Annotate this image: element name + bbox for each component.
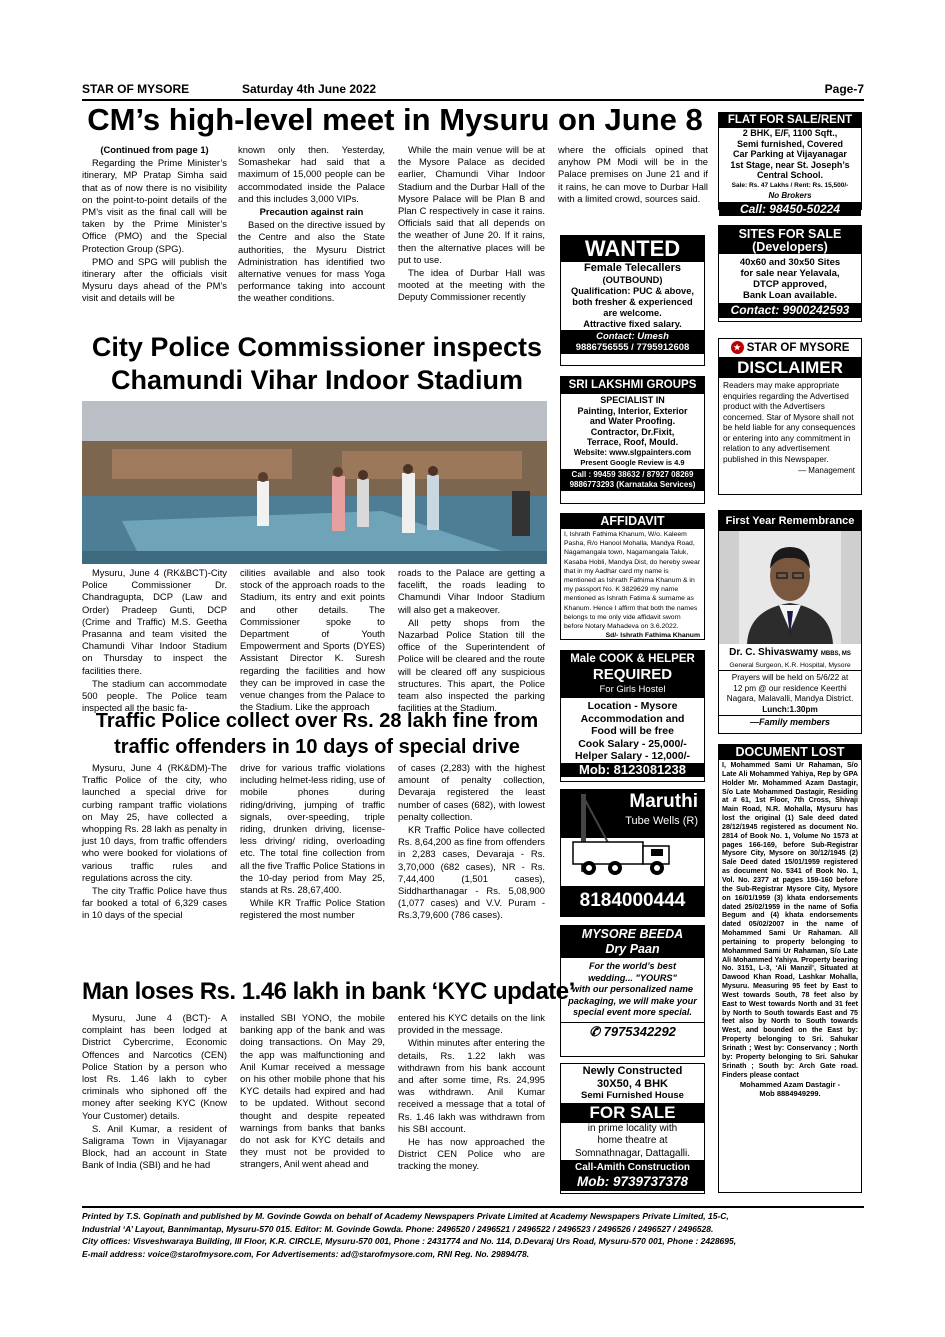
story2-headline-line1: City Police Commissioner inspects: [91, 332, 543, 362]
ad-mysore-beeda: MYSORE BEEDA Dry Paan For the world’s best wedding... "YOURS" with our personalized name packaging, we will make your special event more special. ✆ 7975342292: [560, 925, 705, 1057]
story2-col2: cilities available and also took stock of the approach roads to the Stadium, its entry and exit points and other details. The Commissioner spoke to Department of Youth Empowerment and Sports (DYES) Assistant Director K. Suresh regarding the facilities and how they can be improved in case the venue changes from the Palace to the Stadium. Like the approach: [240, 567, 385, 713]
story1-col1: (Continued from page 1) Regarding the Prime Minister’s itinerary, MP Pratap Simha said that as of now there is no visibility on the point-to-point details of the PM’s visit as the final call will be taken by the Prime Minister’s Office (PMO) and the Special Protection Group (SPG). PMO and SPG will publish the itinerary after the officials visit Mysuru days ahead of the PM’s visit and details will be: [82, 144, 227, 304]
story3-headline-line1: Traffic Police collect over Rs. 28 lakh fine from: [95, 710, 539, 732]
story3-col1: Mysuru, June 4 (RK&DM)-The Traffic Police of the city, who launched a special drive for curbing rampant traffic violations on May 25, have collected a whopping Rs. 28 lakh as penalty in just 10 days, from traffic offenders who were booked for violations of various traffic rules and regulations across the city. The city Traffic Police have thus far booked a total of 6,329 cases in 10 days of the special: [82, 762, 227, 921]
story4-col3: entered his KYC details on the link provided in the message. Within minutes after entering the details, Rs. 1.22 lakh was withdrawn from his bank account and after some time, Rs. 24,995 was withdrawn. Anil Kumar received a message that a total of Rs. 1.46 lakh was withdrawn from his SBI account. He has now approached the District CEN Police who are tracking the money.: [398, 1012, 545, 1172]
ad-wanted-telecallers: WANTED Female Telecallers (OUTBOUND) Qualification: PUC & above, both fresher & experienced are welcome. Attractive fixed salary. Contact: Umesh 9886756555 / 7795912608: [560, 235, 705, 366]
stadium-photo: [82, 401, 547, 564]
story4-col1: Mysuru, June 4 (BCT)- A complaint has been lodged at District Cybercrime, Economic Offences and Narcotics (CEN) Police Station by a person who lost Rs. 1.46 lakh to cyber criminals who siphoned off the money after seeking KYC (Know Your Customer) details. S. Anil Kumar, a resident of Saligrama Town in Vijayanagar Block, had an account in State Bank of India (SBI) and he had: [82, 1012, 227, 1171]
ad-affidavit: AFFIDAVIT I, Ishrath Fathima Khanum, W/o. Kaleem Pasha, R/o Hanool Mohalla, Mandya Road, Nagamangala town, Nagamangala Taluk, Kasaba Hobli, Mandya Dist, do hereby swear that in my Aadhar card my name is mentioned as Ishrath Fathima Khanum & in my passport No. K 3829629 my name mentioned as Ishrath Fatima & surname as Khanum. Hence I affirm that both the names belongs to me only vide affidavit sworn before Notary Mahadeva on 3.6.2022. Sd/- Ishrath Fathima Khanum: [560, 513, 705, 640]
story3-headline-line2: traffic offenders in 10 days of special drive: [114, 736, 520, 758]
portrait-photo: [719, 531, 861, 644]
story2-headline-line2: Chamundi Vihar Indoor Stadium: [110, 365, 524, 395]
story2-col3: roads to the Palace are getting a facelift, the roads leading to Chamundi Vihar Indoor Stadium will also get a makeover. All petty shops from the Nazarbad Police Station till the office of the Superintendent of Police will be cleared and the route will be cleared off any suspicious structures. This apart, the Police team also inspected the parking facilities at the Stadium.: [398, 567, 545, 714]
ad-house-for-sale: Newly Constructed 30X50, 4 BHK Semi Furnished House FOR SALE in prime locality with home theatre at Somnathnagar, Dattagalli. Call-Amith Construction Mob: 9739737378: [560, 1063, 705, 1194]
ad-disclaimer: ★ STAR OF MYSORE DISCLAIMER Readers may make appropriate enquiries regarding the Advertised product with the Advertisers concerned. Star of Mysore shall not be held liable for any consequences or entering into any commitment in relation to any advertisement published in this Newspaper. — Management: [718, 338, 862, 495]
masthead-rule: [82, 99, 864, 101]
phone-icon: ✆: [589, 1023, 600, 1039]
paper-name: STAR OF MYSORE: [82, 82, 190, 96]
story1-col2: known only then. Yesterday, Somashekar had said that a maximum of 15,000 people can be accommodated inside the Palace and this includes 3,000 VIPs. Precaution against rain Based on the directive issued by the Centre and also the State authorities, the Mysuru District Administration has identified two alternative venues for mass Yoga performance taking into account the weather conditions.: [238, 144, 385, 304]
footer-rule: [82, 1206, 864, 1208]
story1-col4: where the officials opined that anyhow PM Modi will be in the Palace premises on June 21 and if it rains, he can move to Durbar Hall with a limited crowd, sources said.: [558, 144, 708, 204]
ad-cook-helper-required: Male COOK & HELPER REQUIRED For Girls Hostel Location - Mysore Accommodation and Food will be free Cook Salary - 25,000/- Helper Salary - 12,000/- Mob: 8123081238: [560, 650, 705, 782]
issue-date: Saturday 4th June 2022: [242, 82, 377, 96]
story1-col3: While the main venue will be at the Mysore Palace as decided earlier, Chamundi Vihar Indoor Stadium and the Durbar Hall of the Mysore Palace will be Plan B and Plan C respectively in case it rains. Officials said that all depends on the weather of June 20. If it rains, then the alternative places will be put to use. The idea of Durbar Hall was mooted at the meeting with the Deputy Commissioner recently: [398, 144, 545, 303]
ad-first-year-remembrance: First Year Remembrance Dr. C. Shivaswamy MBBS, MS General Surgeon, K.R. Hospital, Mysore Prayers will be held on 5/6/22 at 12 pm @ our residence Keerthi Nagara, Malavalli, Mandya District. Lunch:1.30pm —Family members: [718, 510, 862, 734]
story4-headline: Man loses Rs. 1.46 lakh in bank ‘KYC update’: [82, 978, 575, 1005]
story3-col3: of cases (2,283) with the highest amount of penalty collection, Devaraja registered the least number of cases (682), with lowest penalty collection. KR Traffic Police have collected Rs. 8,64,200 as fine from offenders in 2,283 cases, Devaraja - Rs. 3,70,000 (682 cases), NR - Rs. 7,44,400 (1,501 cases), Siddharthanagar - Rs. 5,08,900 (1,077 cases) and V.V. Puram - Rs.3,79,600 (786 cases).: [398, 762, 545, 921]
ad-sites-for-sale: SITES FOR SALE (Developers) 40x60 and 30x50 Sites for sale near Yelavala, DTCP approved, Bank Loan available. Contact: 9900242593: [718, 225, 862, 322]
story2-col1: Mysuru, June 4 (RK&BCT)-City Police Commissioner Dr. Chandragupta, DCP (Law and Order) Pradeep Gunti, DCP (Crime and Traffic) M.S. Geetha Prasanna and team visited the Chamundi Vihar Indoor Stadium on Thursday to inspect the facilities there. The stadium can accommodate 500 people. The Police team inspected all the basic fa-: [82, 567, 227, 714]
ad-flat-for-sale: FLAT FOR SALE/RENT 2 BHK, E/F, 1100 Sqft., Semi furnished, Covered Car Parking at Vijayanagar 1st Stage, near St. Joseph’s Central School. Sale: Rs. 47 Lakhs / Rent: Rs. 15,500/- No Brokers Call: 98450-50224: [718, 112, 862, 210]
page-number: Page-7: [824, 82, 864, 96]
star-logo-icon: ★: [731, 341, 744, 354]
ad-maruthi-tube-wells: Maruthi Tube Wells (R) 8184000444: [560, 789, 705, 917]
masthead: [82, 82, 864, 98]
story4-col2: installed SBI YONO, the mobile banking app of the bank and was doing transactions. On May 29, the app was malfunctioning and Anil Kumar received a message on his other mobile phone that his KYC details had expired and had to be updated. Without second thought and despite repeated warnings from banks that banks do not ask for KYC details and they must not be provided to strangers, Anil went ahead and: [240, 1012, 385, 1170]
ad-document-lost: DOCUMENT LOST I, Mohammed Sami Ur Rahaman, S/o Late Ali Mohammed Yahiya, Rep by GPA Holder Mr. Mohammed Azam Dastagir, S/o Late Mohammed Dastagir, Residing at # 61, 1st Floor, 7th Cross, Shivaji Main Road, N.R. Mohalla, Mysuru has lost the original (1) Sale deed dated 28/12/1945 registered as document No. 2814 of Book No. 1, Volume No 1573 at pages 166-169, before Sub-Registrar Mysore City, Mysore on 30/12/1945 (2) Sale Deed dated 15/01/1959 registered as document No. 5341 of Book No. 1, Vol. No. 2377 at pages 159-160 before the Sub-Registrar Mysore City, Mysore on 16/01/1959 (3) khata endorsements dated 25/02/1959 in the name of Sofia Begum and (4) khata endorsements dated 05/02/2007 in the name of Mohammed Sami Ur Rahaman. All pertaining to property belonging to Mohammed Sami Ur Rahaman, S/o Late Ali Mohammed Yahiya. Property bearing No. 3151, L-3, ‘Ali Manzil’, Situated at Dawood Khan Road, Lashkar Mohalla, Mysuru. Measuring 95 feet by East to West towards South, 78 feet also by East to West towards North and 31 feet by North to South towards East and 75 feet also by North to South towards West, and bounded on the East by: Property belonging to Sri. Sahukar Srinath ; West by: Conservancy ; North by: Property belonging to Sri. Sahukar Srinath ; South by: Arch Gate road. Finders please contact Mohammed Azam Dastagir - Mob 8884949299.: [718, 744, 862, 1193]
story1-headline: CM’s high-level meet in Mysuru on June 8: [87, 102, 703, 137]
ad-sri-lakshmi-groups: SRI LAKSHMI GROUPS SPECIALIST IN Painting, Interior, Exterior and Water Proofing. Contractor, Dr.Fixit, Terrace, Roof, Mould. Website: www.slgpainters.com Present Google Review is 4.9 Call : 99459 38632 / 87927 08269 9886773293 (Karnataka Services): [560, 376, 705, 504]
story3-col2: drive for various traffic violations including helmet-less riding, use of mobile phones during riding/driving, jumping of traffic signals, over-speeding, triple riding, drunken driving, license-less driving/ riding, overloading etc. The total fine collection from all the five Traffic Police Stations in the 10-day period from May 25, stands at Rs. 28,67,400. While KR Traffic Police Station registered the most number: [240, 762, 385, 921]
drilling-truck-icon: [563, 792, 703, 885]
imprint-footer: Printed by T.S. Gopinath and published by M. Govinde Gowda on behalf of Academy Newspapers Private Limited at Academy Newspapers Private Limited, 15-C, Industrial ‘A’ Layout, Bannimantap, Mysuru-570 015. Editor: M. Govinde Gowda. Phone: 2496520 / 2496521 / 2496522 / 2496523 / 2496526 / 2496527 / 2496528. City offices: Visveshwaraya Building, III Floor, K.R. CIRCLE, Mysuru-570 001, Phone : 2431774 and No. 114, D.Devaraj Urs Road, Mysuru-570 001, Phone : 2428695, E-mail address: voice@starofmysore.com, For Advertisements: ad@starofmysore.com, RNI Reg. No. 29894/78.: [82, 1211, 737, 1259]
